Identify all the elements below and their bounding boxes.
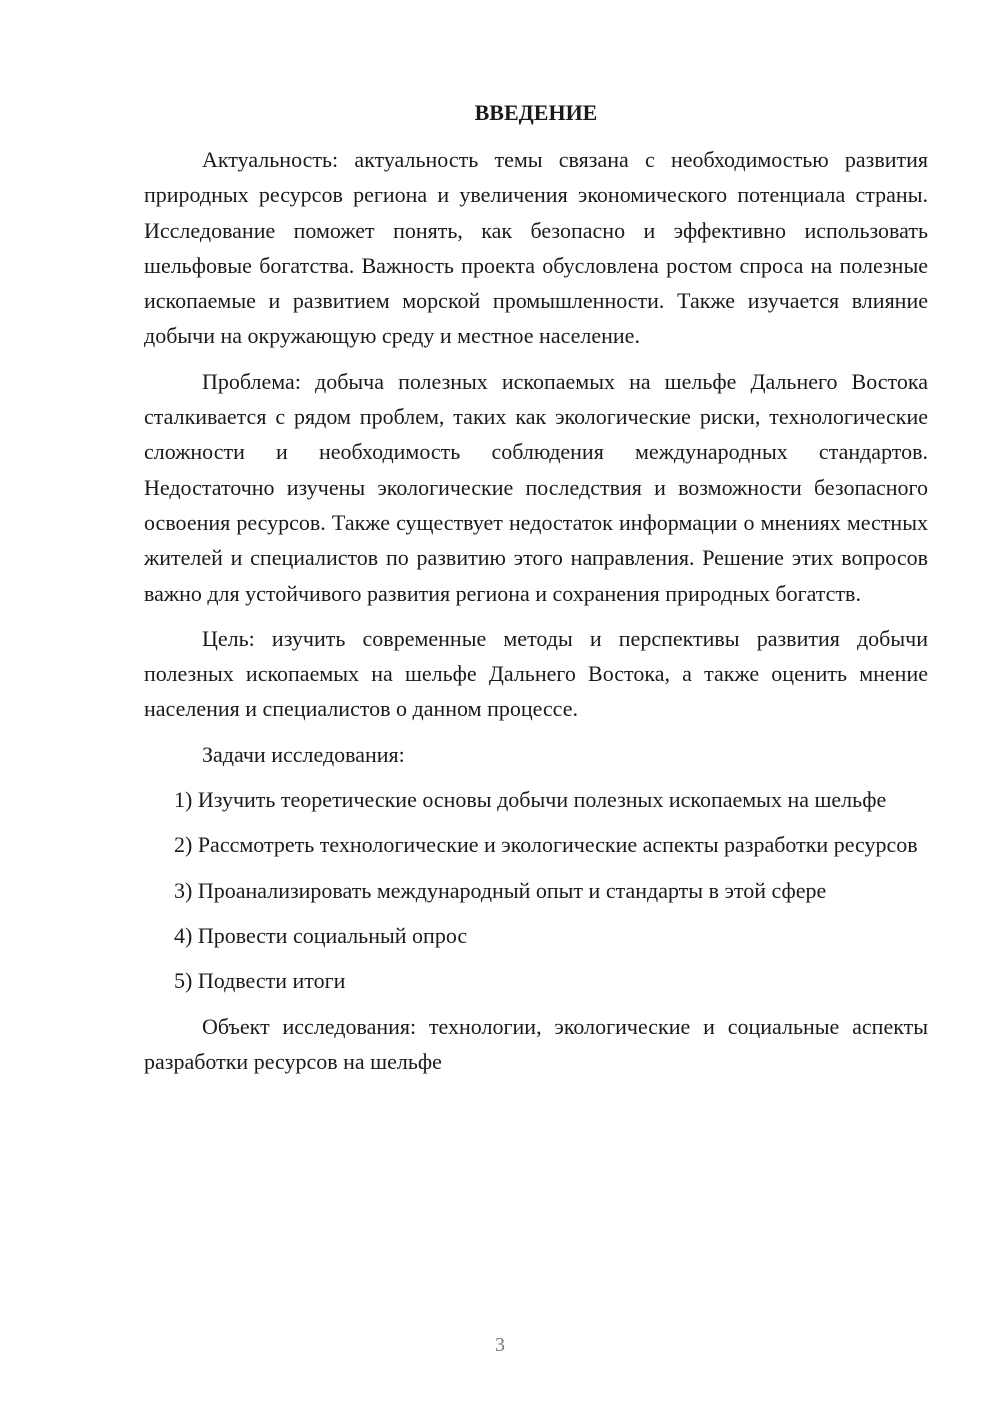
page-number: 3 [495, 1334, 505, 1356]
task-item: 2) Рассмотреть технологические и экологические аспекты разработки ресурсов [174, 832, 918, 858]
task-item: 3) Проанализировать международный опыт и стандарты в этой сфере [174, 877, 827, 903]
task-item: 5) Подвести итоги [174, 968, 346, 994]
task-item: 4) Провести социальный опрос [174, 922, 468, 948]
tasks-heading: Задачи исследования: [202, 741, 405, 767]
document-page [144, 95, 928, 1089]
relevance-paragraph: Актуальность: актуальность темы связана с необходимостью развития природных ресурсов региона и увеличения экономического потенциала страны. Исследование поможет понять, как безопасно и эффективно использовать шельфовые богатства. Важность проекта обусловлена ростом спроса на полезные ископаемые и развитием морской промышленности. Также изучается влияние добычи на окружающую среду и местное население. [144, 147, 928, 349]
problem-paragraph: Проблема: добыча полезных ископаемых на шельфе Дальнего Востока сталкивается с рядом проблем, таких как экологические риски, технологические сложности и необходимость соблюдения международных стандартов. Недостаточно изучены экологические последствия и возможности безопасного освоения ресурсов. Также существует недостаток информации о мнениях местных жителей и специалистов по развитию этого направления. Решение этих вопросов важно для устойчивого развития региона и сохранения природных богатств. [144, 368, 928, 606]
tasks-list [144, 782, 928, 998]
goal-paragraph: Цель: изучить современные методы и перспективы развития добычи полезных ископаемых на шельфе Дальнего Востока, а также оценить мнение населения и специалистов о данном процессе. [144, 625, 928, 722]
section-heading: ВВЕДЕНИЕ [474, 100, 598, 125]
task-item: 1) Изучить теоретические основы добычи полезных ископаемых на шельфе [174, 787, 887, 813]
object-paragraph: Объект исследования: технологии, экологические и социальные аспекты разработки ресурсов на шельфе [144, 1013, 928, 1074]
